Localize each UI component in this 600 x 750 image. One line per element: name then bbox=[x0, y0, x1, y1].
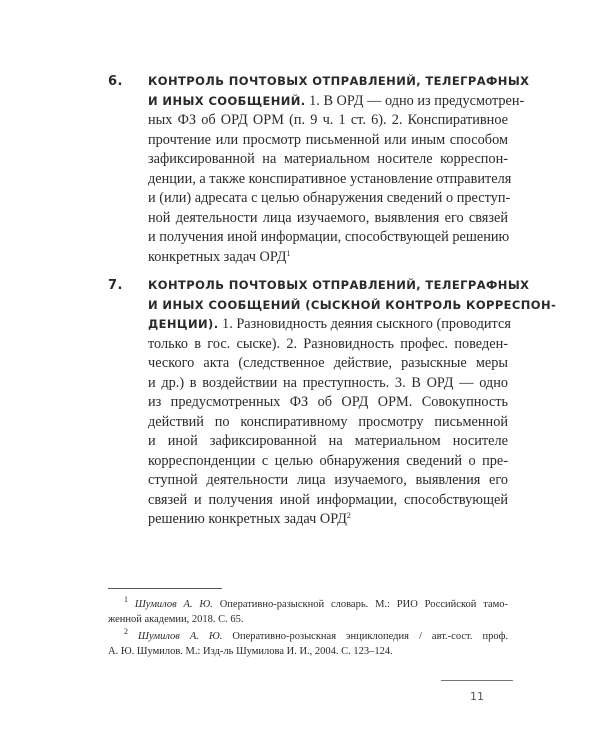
entry-heading: ДЕНЦИИ). bbox=[148, 317, 219, 331]
entry-text: решению конкретных задач ОРД bbox=[148, 511, 347, 527]
entry-heading: И ИНЫХ СООБЩЕНИЙ. bbox=[148, 93, 306, 108]
footnote-text: женной академии, 2018. С. 65. bbox=[108, 614, 244, 625]
entry-text: из предусмотренных ФЗ об ОРД ОРМ. Совокупность bbox=[148, 394, 508, 410]
footnote-ref[interactable]: 2 bbox=[346, 511, 351, 520]
page-number: 11 bbox=[470, 690, 484, 703]
entry-text: действий по конспиративному просмотру письменной bbox=[148, 413, 508, 430]
entry-text: ных ФЗ об ОРД ОРМ (п. 9 ч. 1 ст. 6). 2. Конспиративное bbox=[148, 112, 508, 128]
footnote-1 bbox=[108, 597, 508, 627]
entry-text: и др.) в воздействии на преступность. 3. В ОРД — одно bbox=[148, 374, 508, 391]
entry-heading: КОНТРОЛЬ ПОЧТОВЫХ ОТПРАВЛЕНИЙ, ТЕЛЕГРАФНЫХ bbox=[148, 278, 530, 292]
entry-text: зафиксированной на материальном носителе корреспон- bbox=[148, 151, 508, 167]
entry-text: и иной зафиксированной на материальном носителе bbox=[148, 433, 508, 449]
footnote-2 bbox=[108, 629, 508, 659]
footnote-text: А. Ю. Шумилов. М.: Изд-ль Шумилова И. И., 2004. С. 123–124. bbox=[108, 646, 393, 657]
entry-text: связей и получения иной информации, способствующей bbox=[148, 491, 508, 508]
entry-text: и получения иной информации, способствующей решению bbox=[148, 229, 510, 245]
entry-text: денции, а также конспиративное установление отправителя bbox=[148, 170, 512, 187]
dictionary-entry-7 bbox=[108, 276, 557, 530]
page-number-rule bbox=[441, 680, 513, 681]
footnote-author: Шумилов А. Ю. bbox=[134, 599, 213, 610]
entry-body bbox=[148, 276, 557, 530]
entry-text: ступной деятельности лица изучаемого, выявления его bbox=[148, 472, 508, 488]
footnote-ref[interactable]: 1 bbox=[286, 248, 291, 258]
footnote-text: Оперативно-розыскная энциклопедия / авт.-сост. проф. bbox=[222, 631, 509, 642]
entry-text: и (или) адресата с целью обнаружения сведений о преступ- bbox=[148, 190, 511, 206]
entry-text: конкретных задач ОРД bbox=[148, 248, 287, 265]
footnote-text: Оперативно-разыскной словарь. М.: РИО Российской тамо- bbox=[212, 599, 508, 610]
footnote-mark: 1 bbox=[124, 595, 128, 604]
entry-text: ной деятельности лица изучаемого, выявления его связей bbox=[148, 209, 508, 226]
entry-text: только в гос. сыске). 2. Разновидность профес. поведен- bbox=[148, 335, 508, 352]
entry-text: 1. Разновидность деяния сыскного (проводится bbox=[218, 316, 511, 332]
entry-body bbox=[148, 72, 530, 267]
entry-heading: КОНТРОЛЬ ПОЧТОВЫХ ОТПРАВЛЕНИЙ, ТЕЛЕГРАФНЫХ bbox=[148, 74, 530, 88]
entry-text: прочтение или просмотр письменной или иным способом bbox=[148, 131, 508, 148]
footnote-divider bbox=[108, 588, 222, 589]
entry-heading: И ИНЫХ СООБЩЕНИЙ (СЫСКНОЙ КОНТРОЛЬ КОРРЕСПОН- bbox=[148, 297, 557, 312]
dictionary-entry-6 bbox=[108, 72, 530, 267]
footnote-author: Шумилов А. Ю. bbox=[138, 631, 223, 642]
entry-number: 7. bbox=[108, 278, 123, 293]
entry-text: корреспонденции с целью обнаружения сведений о пре- bbox=[148, 452, 508, 469]
entry-text: 1. В ОРД — одно из предусмотрен- bbox=[305, 92, 525, 109]
entry-number: 6. bbox=[108, 74, 123, 89]
footnote-mark: 2 bbox=[124, 627, 128, 636]
entry-text: ческого акта (следственное действие, разыскные меры bbox=[148, 355, 508, 371]
